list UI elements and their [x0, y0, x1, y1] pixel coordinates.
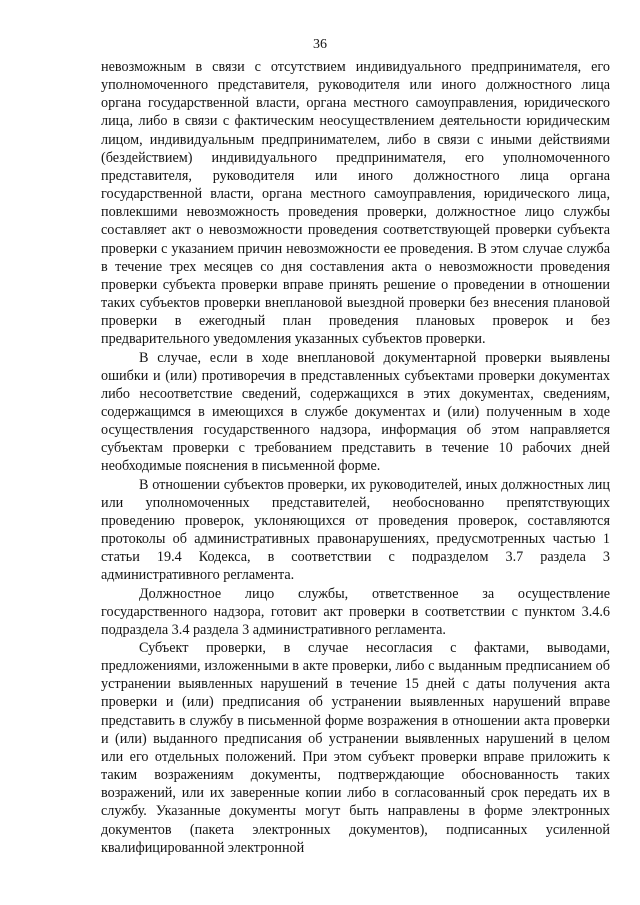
paragraph-3: В отношении субъектов проверки, их руководителей, иных должностных лиц или уполномоченных представителей, необоснованно препятствующих проведению проверок, уклоняющихся от проведения проверок, составляются протоколы об административных правонарушениях, предусмотренных частью 1 статьи 19.4 Кодекса, в соответствии с подразделом 3.7 раздела 3 административного регламента.	[101, 476, 610, 584]
document-body	[101, 58, 610, 857]
paragraph-5: Субъект проверки, в случае несогласия с фактами, выводами, предложениями, изложенными в акте проверки, либо с выданным предписанием об устранении выявленных нарушений в течение 15 дней с даты получения акта проверки и (или) предписания об устранении выявленных нарушений вправе представить в службу в письменной форме возражения в отношении акта проверки и (или) выданного предписания об устранении выявленных нарушений в целом или его отдельных положений. При этом субъект проверки вправе приложить к таким возражениям документы, подтверждающие обоснованность таких возражений, или их заверенные копии либо в согласованный срок передать их в службу. Указанные документы могут быть направлены в форме электронных документов (пакета электронных документов), подписанных усиленной квалифицированной электронной	[101, 640, 610, 856]
paragraph-4: Должностное лицо службы, ответственное за осуществление государственного надзора, готовит акт проверки в соответствии с пунктом 3.4.6 подраздела 3.4 раздела 3 административного регламента.	[101, 585, 610, 638]
page-number: 36	[313, 37, 327, 52]
paragraph-2: В случае, если в ходе внеплановой документарной проверки выявлены ошибки и (или) противоречия в представленных субъектами проверки документах либо несоответствие сведений, содержащихся в этих документах, сведениям, содержащимся в имеющихся в службе документах и (или) полученным в ходе осуществления государственного надзора, информация об этом направляется субъектам проверки с требованием представить в течение 10 рабочих дней необходимые пояснения в письменной форме.	[101, 349, 610, 475]
paragraph-1: невозможным в связи с отсутствием индивидуального предпринимателя, его уполномоченного представителя, руководителя или иного должностного лица органа государственной власти, органа местного самоуправления, юридического лица, либо в связи с фактическим неосуществлением деятельности юридическим лицом, индивидуальным предпринимателем, либо в связи с иными действиями (бездействием) индивидуального предпринимателя, его уполномоченного представителя, руководителя или иного должностного лица органа государственной власти, органа местного самоуправления, юридического лица, повлекшими невозможность проведения проверки, должностное лицо службы составляет акт о невозможности проведения соответствующей проверки субъекта проверки с указанием причин невозможности ее проведения. В этом случае служба в течение трех месяцев со дня составления акта о невозможности проведения проверки субъекта проверки вправе принять решение о проведении в отношении таких субъектов проверки внеплановой выездной проверки без внесения плановой проверки в ежегодный план проведения плановых проверок и без предварительного уведомления указанных субъектов проверки.	[101, 59, 610, 348]
